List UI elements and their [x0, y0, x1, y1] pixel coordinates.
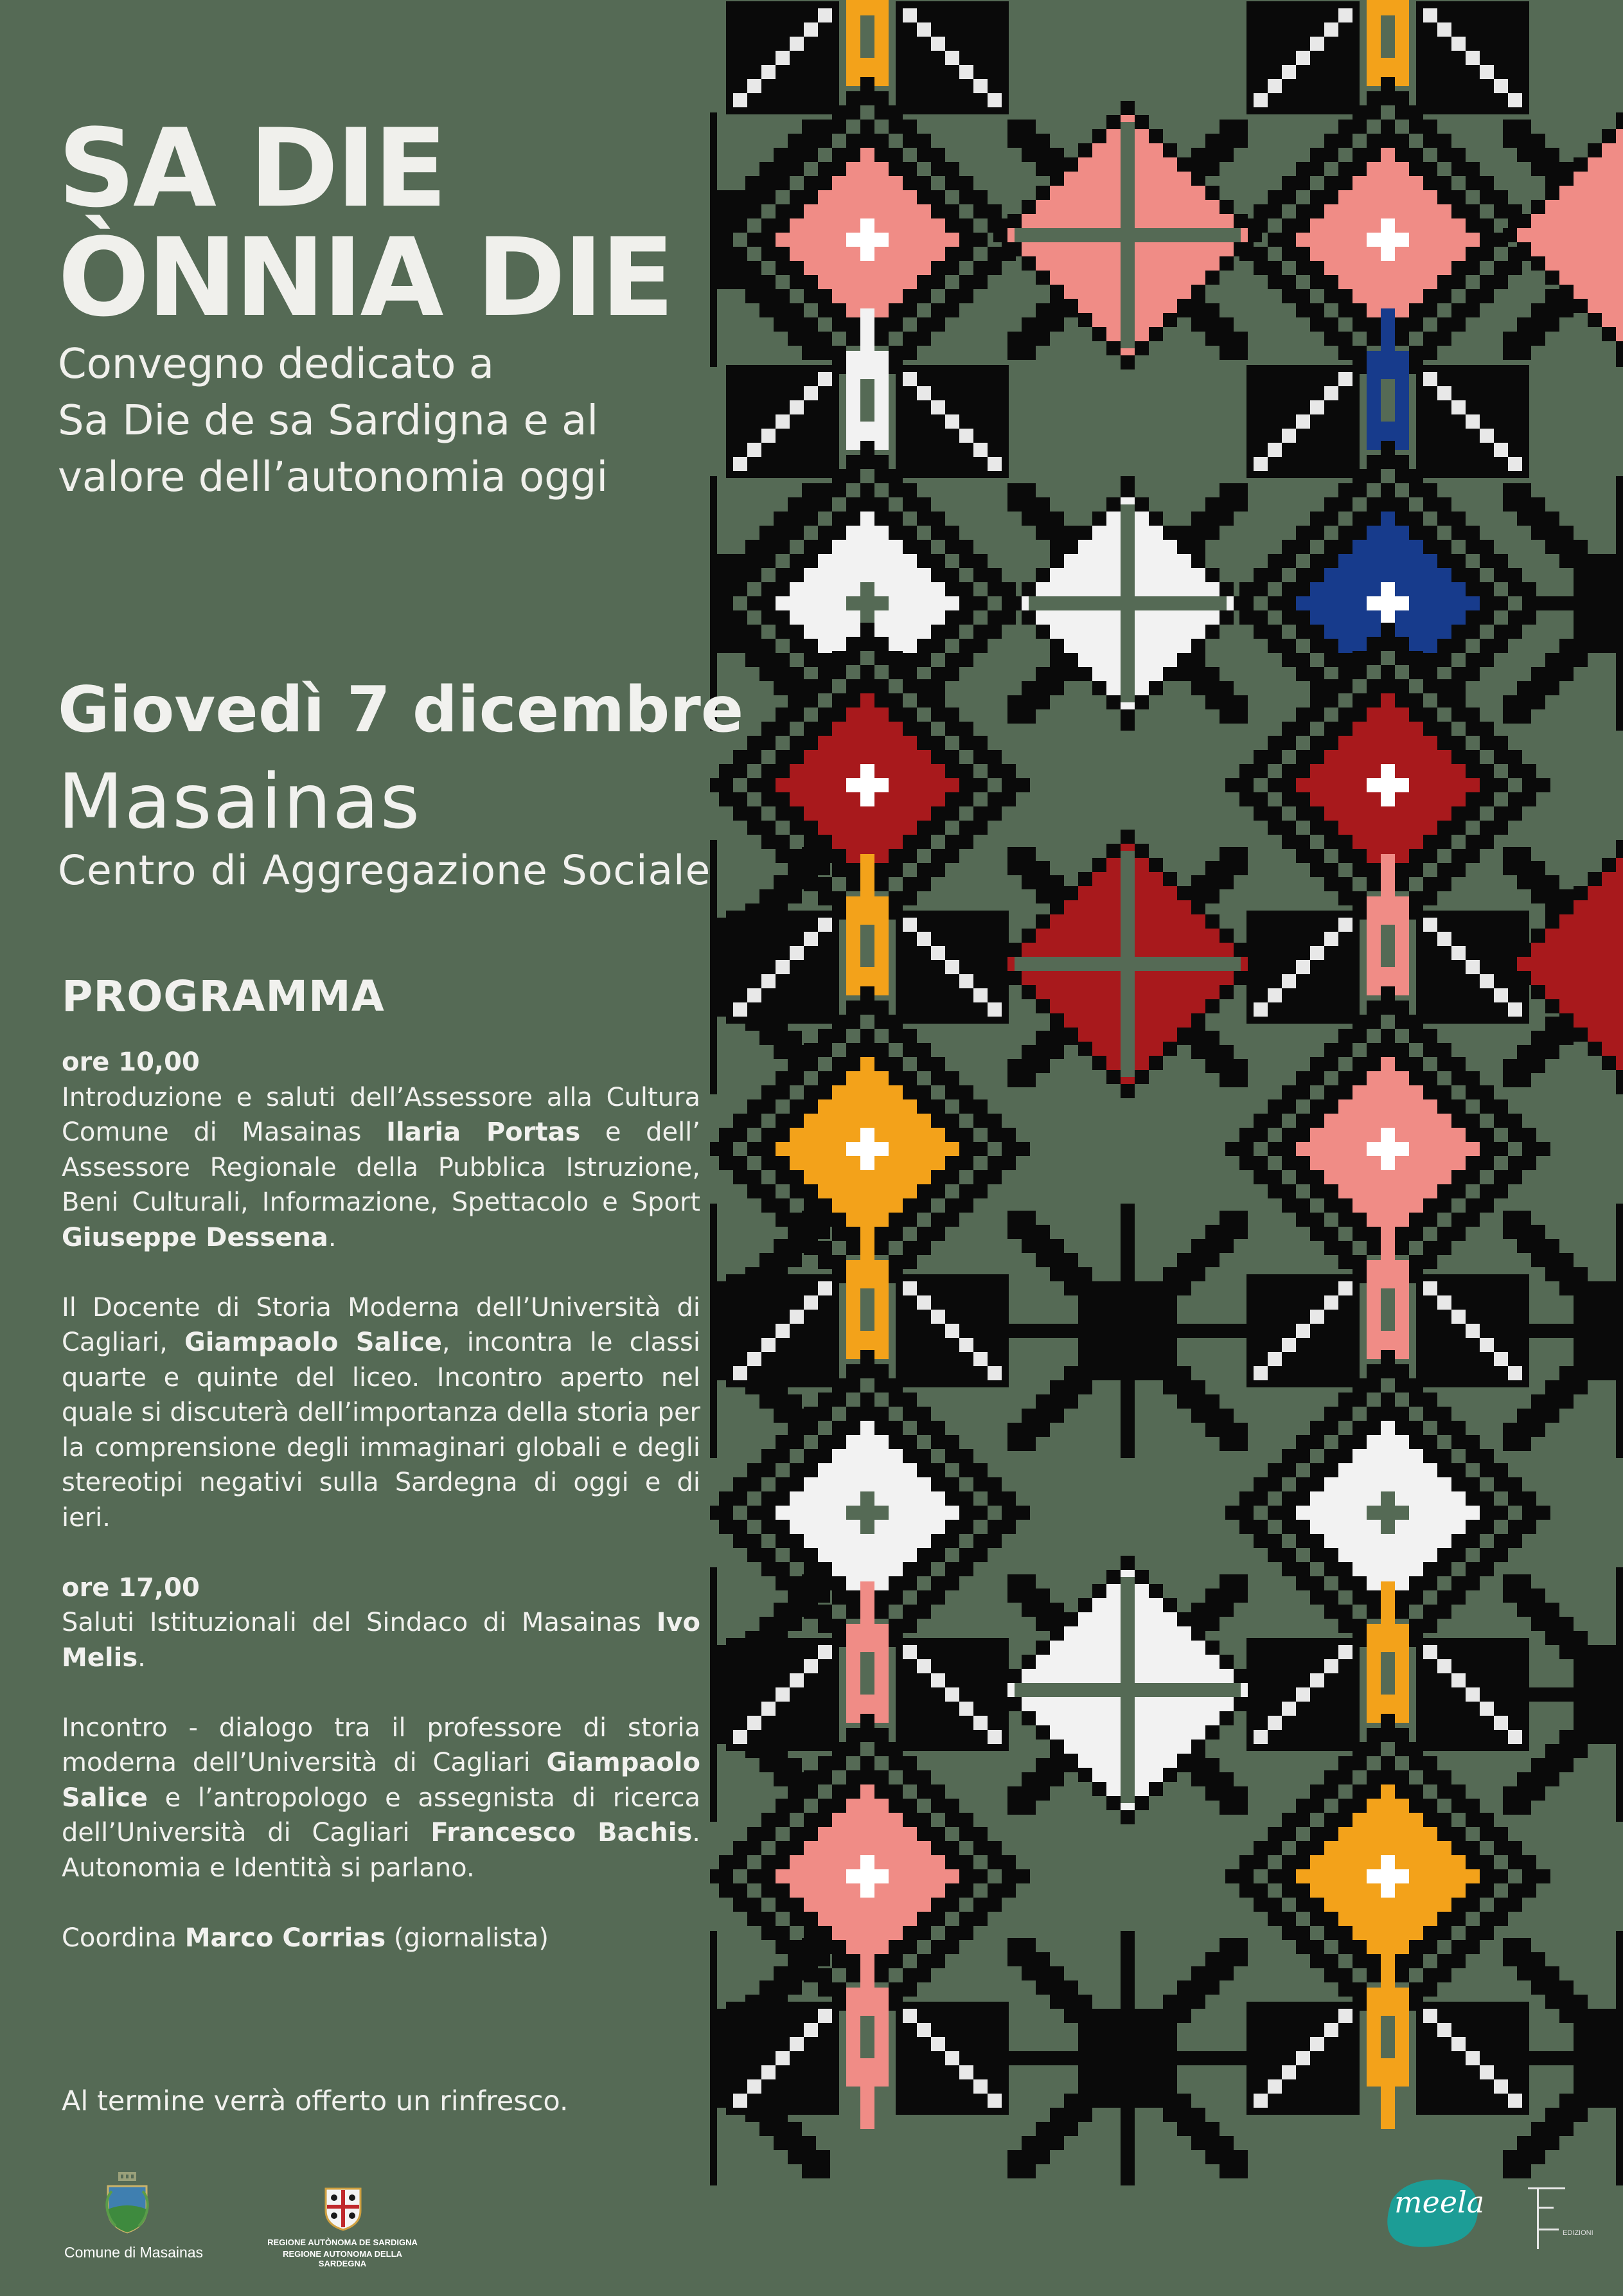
meela-label: meela: [1394, 2185, 1485, 2220]
sardinian-weave-pattern: [710, 0, 1623, 2296]
closing-note: Al termine verrà offerto un rinfresco.: [62, 2085, 569, 2117]
comune-crest-icon: [102, 2171, 153, 2234]
subtitle-line-1: Convegno dedicato a: [58, 341, 494, 388]
publisher-mark-icon: [1524, 2184, 1569, 2254]
regione-crest-icon: [321, 2185, 366, 2231]
morning-time: ore 10,00: [62, 1047, 200, 1077]
afternoon-coordinator: Coordina Marco Corrias (giornalista): [62, 1923, 549, 1953]
morning-intro: Introduzione e saluti dell’Assessore alla Cultura Comune di Masainas Ilaria Portas e dell’ Assessore Regionale della Pubblica Istruzione, Beni Culturali, Informazione, Spettacolo e Sport Giuseppe Dessena.: [62, 1082, 701, 1252]
publisher-mark-label: EDIZIONI: [1563, 2229, 1593, 2237]
title-line-1: SA DIE: [58, 105, 445, 231]
comune-label: Comune di Masainas: [64, 2244, 204, 2261]
event-town: Masainas: [58, 757, 421, 846]
programme-body: [62, 1045, 700, 1955]
subtitle-line-3: valore dell’autonomia oggi: [58, 454, 608, 501]
event-venue: Centro di Aggregazione Sociale: [58, 847, 711, 894]
regione-label-1: REGIONE AUTÒNOMA DE SARDIGNA: [267, 2238, 418, 2247]
regione-label-2: REGIONE AUTONOMA DELLA SARDEGNA: [283, 2249, 402, 2268]
afternoon-greeting: Saluti Istituzionali del Sindaco di Masainas Ivo Melis.: [62, 1608, 700, 1673]
morning-talk: Il Docente di Storia Moderna dell’Università di Cagliari, Giampaolo Salice, incontra le classi quarte e quinte del liceo. Incontro aperto nel quale si discuterà dell’importanza della storia per la comprensione degli immaginari globali e degli stereotipi negativi sulla Sardegna di oggi e di ieri.: [62, 1292, 700, 1533]
programme-heading: PROGRAMMA: [62, 972, 385, 1021]
afternoon-time: ore 17,00: [62, 1572, 200, 1603]
event-date: Giovedì 7 dicembre: [58, 673, 744, 747]
title-line-2: ÒNNIA DIE: [58, 215, 672, 341]
afternoon-dialogue: Incontro - dialogo tra il professore di storia moderna dell’Università di Cagliari Giampaolo Salice e l’antropologo e assegnista di ricerca dell’Università di Cagliari Francesco Bachis. Autonomia e Identità si parlano.: [62, 1713, 700, 1883]
subtitle-line-2: Sa Die de sa Sardigna e al: [58, 397, 599, 445]
